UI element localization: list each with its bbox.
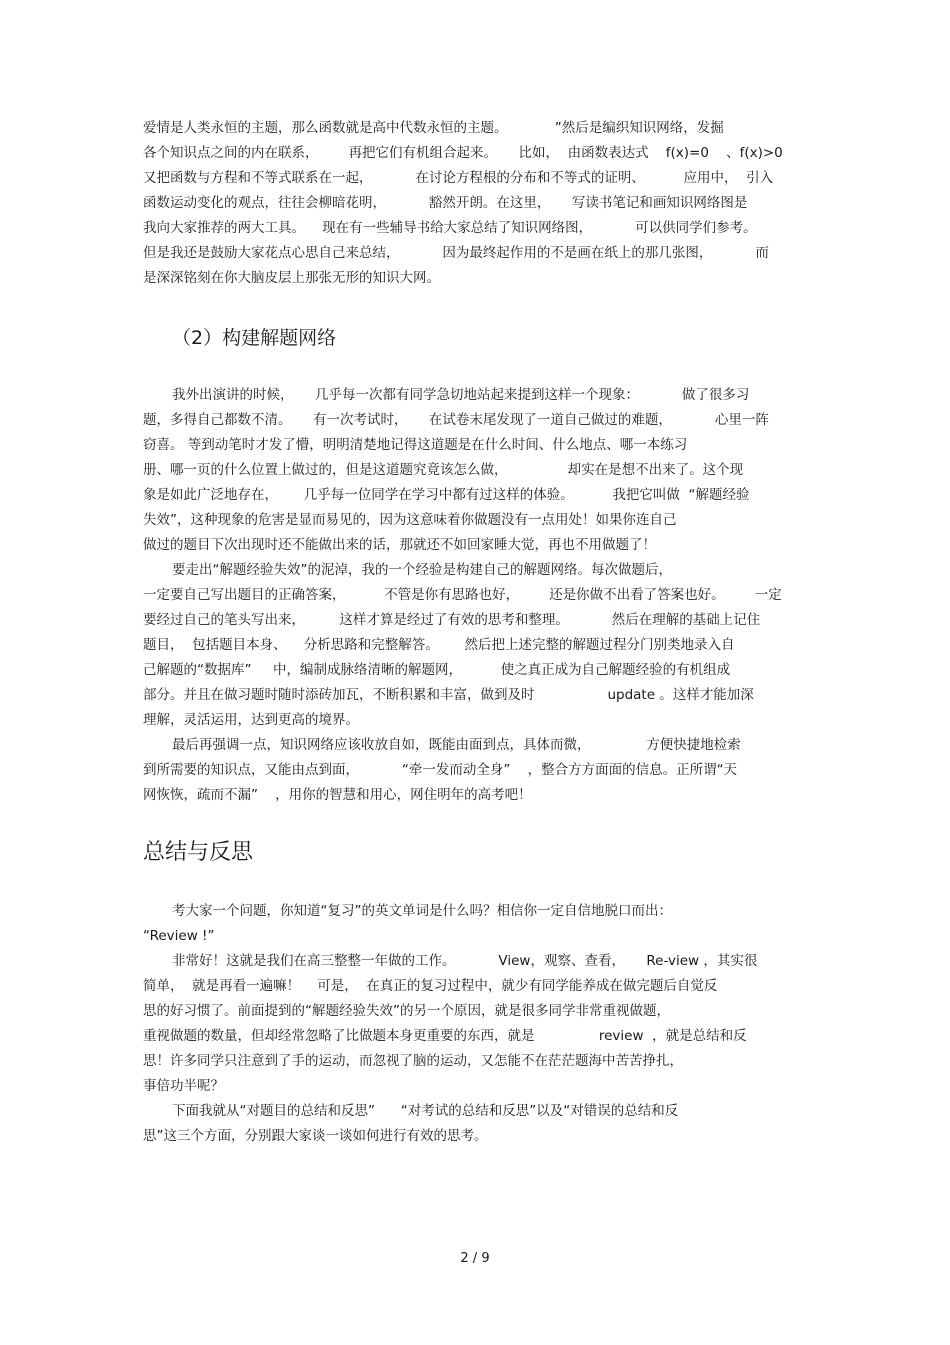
paragraph-line: 失效”，这种现象的危害是显而易见的，因为这意味着你做题没有一点用处！如果你连自己 xyxy=(143,512,677,528)
paragraph-line: 册、哪一页的什么位置上做过的，但是这道题究竟该怎么做， 却实在是想不出来了。这个现 xyxy=(143,462,744,478)
paragraph-line: 最后再强调一点，知识网络应该收放自如，既能由面到点，具体而微， 方便快捷地检索 xyxy=(172,737,741,753)
paragraph-line: 题目， 包括题目本身、 分析思路和完整解答。 然后把上述完整的解题过程分门别类地录入自 xyxy=(143,637,735,653)
paragraph-line: 是深深铭刻在你大脑皮层上那张无形的知识大网。 xyxy=(143,270,440,286)
paragraph-line: 到所需要的知识点，又能由点到面， “牵一发而动全身” ，整合方方面面的信息。正所谓“天 xyxy=(143,762,738,778)
paragraph-line: 各个知识点之间的内在联系， 再把它们有机组合起来。 比如， 由函数表达式 f(x)=0 、f(x)>0 xyxy=(143,145,783,161)
paragraph-line: 题，多得自己都数不清。 有一次考试时， 在试卷末尾发现了一道自己做过的难题， 心里一阵 xyxy=(143,412,769,428)
paragraph-line: 非常好！这就是我们在高三整整一年做的工作。 View，观察、查看， Re-view ，其实很 xyxy=(172,953,758,969)
paragraph-line: 一定要自己写出题目的正确答案， 不管是你有思路也好， 还是你做不出看了答案也好。 一定 xyxy=(143,587,782,603)
paragraph-line: 简单， 就是再看一遍嘛！ 可是， 在真正的复习过程中，就少有同学能养成在做完题后自觉反 xyxy=(143,978,718,994)
paragraph-line: 我向大家推荐的两大工具。 现在有一些辅导书给大家总结了知识网络图， 可以供同学们参考。 xyxy=(143,220,757,236)
paragraph-line: 重视做题的数量，但却经常忽略了比做题本身更重要的东西，就是 review ，就是总结和反 xyxy=(143,1028,747,1044)
section-heading: 总结与反思 xyxy=(143,840,254,865)
paragraph-line: 象是如此广泛地存在， 几乎每一位同学在学习中都有过这样的体验。 我把它叫做 “解题经验 xyxy=(143,487,750,503)
paragraph-line: 网恢恢，疏而不漏” ，用你的智慧和用心，网住明年的高考吧！ xyxy=(143,787,532,803)
paragraph-line: 思”这三个方面，分别跟大家谈一谈如何进行有效的思考。 xyxy=(143,1128,488,1144)
paragraph-line: 要走出“解题经验失效”的泥淖，我的一个经验是构建自己的解题网络。每次做题后， xyxy=(172,562,672,578)
subsection-heading: （2）构建解题网络 xyxy=(172,327,337,349)
paragraph-line: 部分。并且在做习题时随时添砖加瓦，不断积累和丰富，做到及时 update 。这样才能加深 xyxy=(143,687,754,703)
paragraph-line: 考大家一个问题，你知道“复习”的英文单词是什么吗？相信你一定自信地脱口而出： xyxy=(172,903,672,919)
paragraph-line: 事倍功半呢？ xyxy=(143,1078,224,1094)
paragraph-line: 我外出演讲的时候， 几乎每一次都有同学急切地站起来提到这样一个现象： 做了很多习 xyxy=(172,387,750,403)
paragraph-line: 又把函数与方程和不等式联系在一起， 在讨论方程根的分布和不等式的证明、 应用中， 引入 xyxy=(143,170,774,186)
page-number: 2 / 9 xyxy=(460,1251,490,1266)
paragraph-line: 做过的题目下次出现时还不能做出来的话，那就还不如回家睡大觉，再也不用做题了！ xyxy=(143,537,656,553)
paragraph-line: 窃喜。 等到动笔时才发了懵，明明清楚地记得这道题是在什么时间、什么地点、哪一本练习 xyxy=(143,437,688,453)
paragraph-line: 函数运动变化的观点，往往会柳暗花明， 豁然开朗。在这里， 写读书笔记和画知识网络图是 xyxy=(143,195,748,211)
paragraph-line: 思的好习惯了。前面提到的“解题经验失效”的另一个原因，就是很多同学非常重视做题， xyxy=(143,1003,670,1019)
paragraph-line: “Review !” xyxy=(143,928,215,944)
paragraph-line: 下面我就从“对题目的总结和反思” “对考试的总结和反思”以及“对错误的总结和反 xyxy=(172,1103,679,1119)
paragraph-line: 要经过自己的笔头写出来， 这样才算是经过了有效的思考和整理。 然后在理解的基础上记住 xyxy=(143,612,761,628)
paragraph-line: 但是我还是鼓励大家花点心思自己来总结， 因为最终起作用的不是画在纸上的那几张图， 而 xyxy=(143,245,769,261)
paragraph-line: 己解题的“数据库” 中，编制成脉络清晰的解题网， 使之真正成为自己解题经验的有机组成 xyxy=(143,662,731,678)
paragraph-line: 理解，灵活运用，达到更高的境界。 xyxy=(143,712,359,728)
paragraph-line: 爱情是人类永恒的主题，那么函数就是高中代数永恒的主题。 ”然后是编织知识网络，发掘 xyxy=(143,120,724,136)
paragraph-line: 思！许多同学只注意到了手的运动，而忽视了脑的运动，又怎能不在茫茫题海中苦苦挣扎， xyxy=(143,1053,683,1069)
